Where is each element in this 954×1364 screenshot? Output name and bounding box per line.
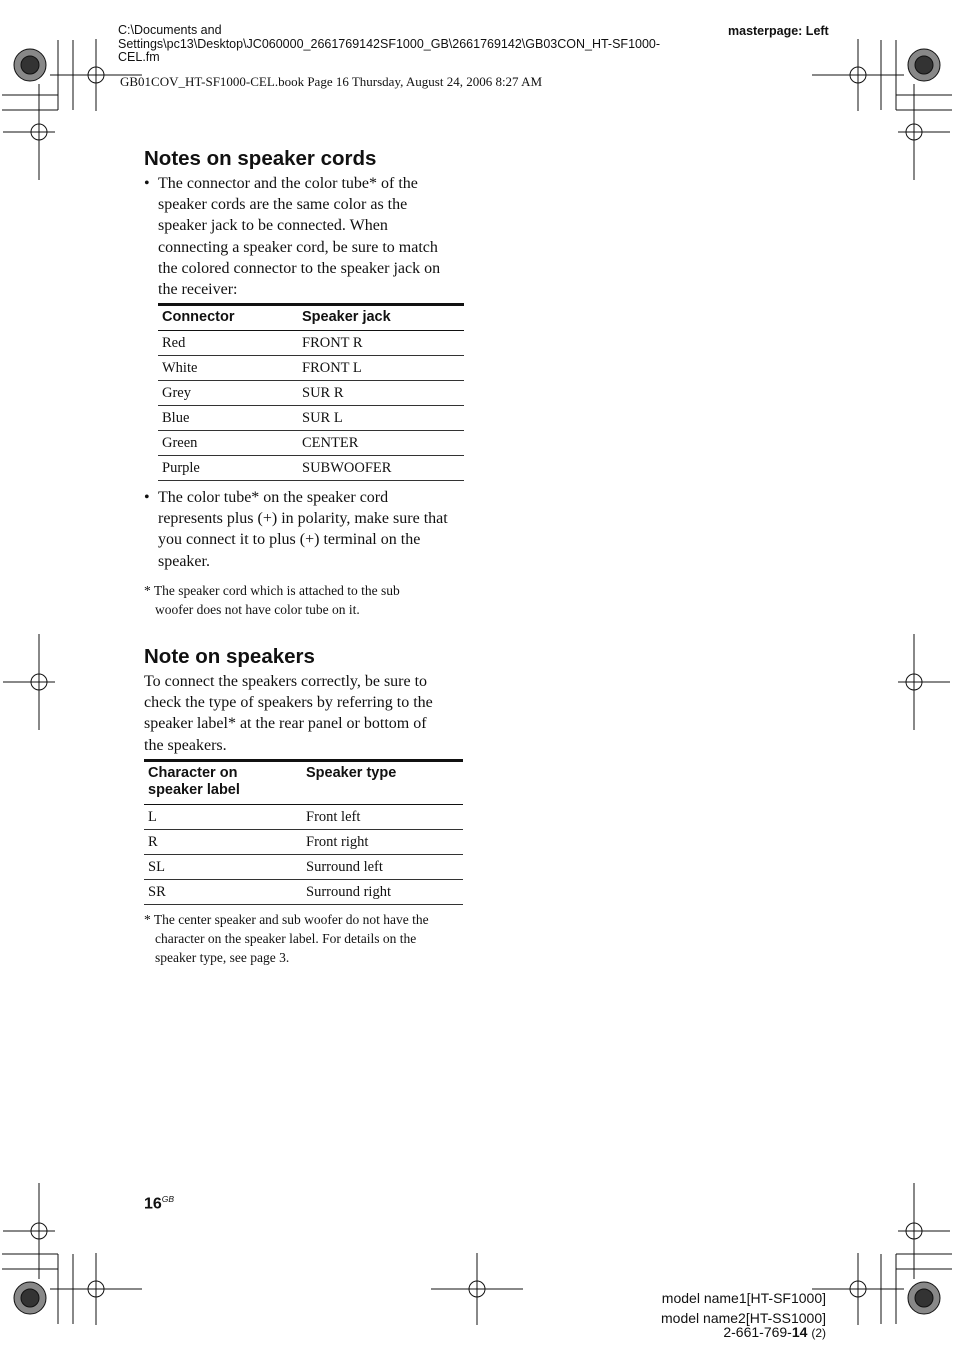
table-row (144, 805, 463, 830)
table-cell: SUR L (298, 406, 464, 431)
table-row (158, 356, 464, 381)
column-header-speaker-type: Speaker type (302, 761, 463, 805)
file-path-line: CEL.fm (118, 50, 160, 64)
table-row (158, 456, 464, 481)
table-cell: Grey (158, 381, 298, 406)
text-line: you connect it to plus (+) terminal on the (158, 531, 421, 549)
table-cell: Surround right (302, 880, 463, 905)
footnote-line: * The speaker cord which is attached to the sub (144, 583, 400, 598)
footnote-line: * The center speaker and sub woofer do not have the (144, 912, 429, 927)
bullet-item (144, 487, 474, 572)
table-cell: L (144, 805, 302, 830)
connector-table (158, 303, 464, 481)
column-header-connector: Connector (158, 305, 298, 331)
table-cell: SUBWOOFER (298, 456, 464, 481)
bullet-item (144, 173, 474, 300)
text-line: the colored connector to the speaker jack on (158, 259, 441, 277)
bullet-mark: • (144, 489, 150, 506)
column-header-character (144, 761, 302, 805)
table-cell: Red (158, 331, 298, 356)
header-line: speaker label (148, 782, 240, 798)
footnote (144, 910, 474, 967)
text-line: connecting a speaker cord, be sure to match (158, 238, 438, 256)
paragraph (144, 671, 474, 756)
footnote-line: speaker type, see page 3. (155, 950, 290, 965)
code-prefix: 2-661-769- (723, 1324, 792, 1340)
text-line: To connect the speakers correctly, be sure to (144, 673, 428, 690)
table-cell: FRONT R (298, 331, 464, 356)
speaker-label-table (144, 759, 463, 905)
text-line: represents plus (+) in polarity, make sure that (158, 510, 448, 528)
masterpage-label: masterpage: Left (728, 24, 829, 38)
text-line: the receiver: (158, 281, 238, 299)
table-row (158, 381, 464, 406)
text-line: The connector and the color tube* of the (158, 175, 418, 192)
text-line: speaker cords are the same color as the (158, 196, 408, 214)
table-cell: CENTER (298, 431, 464, 456)
text-line: The color tube* on the speaker cord (158, 489, 389, 506)
table-header-row (158, 305, 464, 331)
text-line: check the type of speakers by referring to the (144, 694, 433, 712)
bullet-mark: • (144, 175, 150, 192)
text-line: speaker. (158, 552, 210, 570)
header-line: Character on (148, 765, 238, 781)
table-row (144, 880, 463, 905)
footer-model1: model name1[HT-SF1000] (661, 1290, 826, 1306)
book-info-line: GB01COV_HT-SF1000-CEL.book Page 16 Thursday, August 24, 2006 8:27 AM (120, 74, 543, 89)
footnote-line: woofer does not have color tube on it. (155, 602, 360, 617)
file-path-line: Settings\pc13\Desktop\JC060000_2661769142SF1000_GB\2661769142\GB03CON_HT-SF1000- (118, 36, 661, 51)
table-cell: SL (144, 855, 302, 880)
table-cell: Blue (158, 406, 298, 431)
column-header-speaker-jack: Speaker jack (298, 305, 464, 331)
table-cell: Surround left (302, 855, 463, 880)
text-line: the speakers. (144, 736, 227, 754)
table-row (158, 431, 464, 456)
table-cell: Front right (302, 830, 463, 855)
table-cell: SR (144, 880, 302, 905)
table-row (158, 406, 464, 431)
footnote-line: character on the speaker label. For details on the (155, 931, 417, 946)
table-cell: Purple (158, 456, 298, 481)
table-cell: Green (158, 431, 298, 456)
table-row (158, 331, 464, 356)
section-heading-speakers: Note on speakers (144, 645, 315, 668)
table-cell: R (144, 830, 302, 855)
footer-code (600, 1324, 826, 1340)
table-cell: SUR R (298, 381, 464, 406)
table-row (144, 855, 463, 880)
table-cell: FRONT L (298, 356, 464, 381)
section-heading-speaker-cords: Notes on speaker cords (144, 147, 377, 170)
table-cell: White (158, 356, 298, 381)
footer-model2: model name2[HT-SS1000] (661, 1310, 826, 1326)
page-number-value: 16 (144, 1195, 162, 1213)
code-bold: 14 (791, 1324, 808, 1340)
table-cell: Front left (302, 805, 463, 830)
table-row (144, 830, 463, 855)
table-header-row (144, 761, 463, 805)
text-line: speaker label* at the rear panel or bottom of (144, 715, 427, 733)
text-line: speaker jack to be connected. When (158, 217, 388, 235)
file-path-line: C:\Documents and (118, 23, 222, 37)
page-number (144, 1194, 174, 1213)
file-path-header (118, 24, 708, 65)
code-suffix: (2) (811, 1326, 826, 1340)
footnote (144, 581, 474, 619)
page-number-suffix: GB (161, 1194, 175, 1204)
